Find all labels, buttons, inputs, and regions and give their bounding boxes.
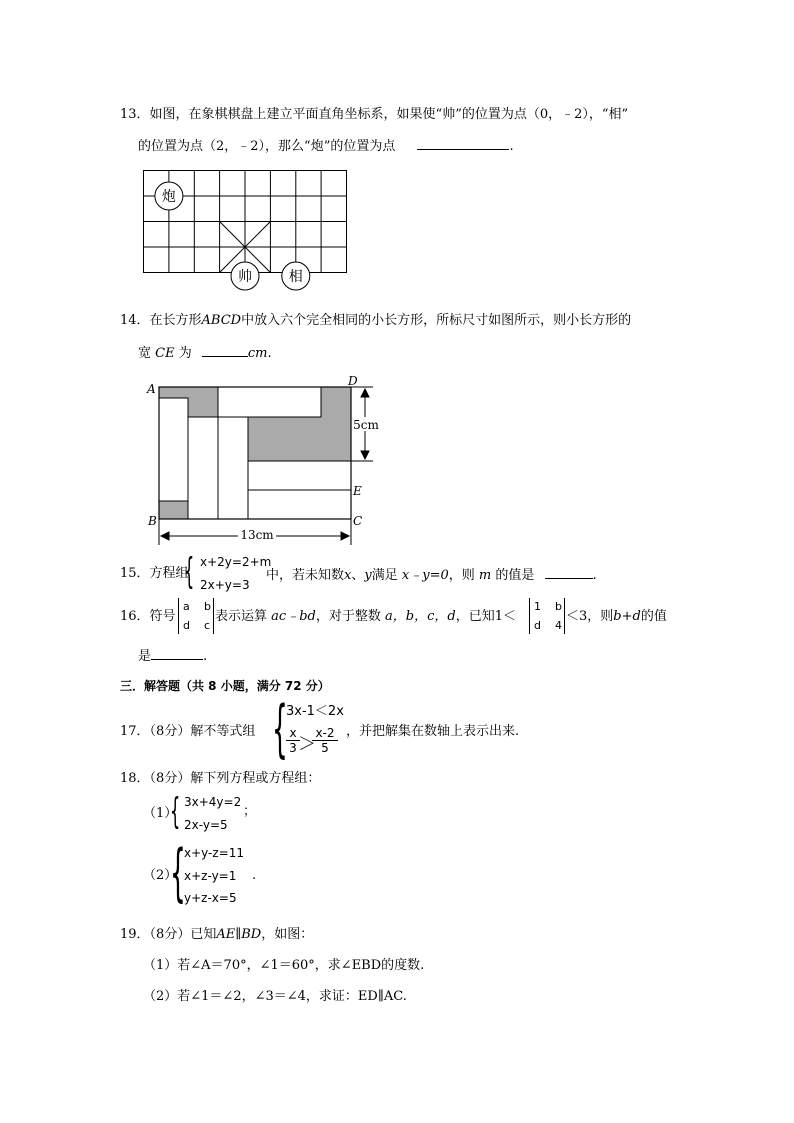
q16-mid — [215, 609, 516, 625]
q17-ineq1: 3x-1＜2x — [286, 704, 344, 719]
xiang-piece — [282, 262, 310, 290]
q14-line1 — [120, 313, 631, 329]
q16-det1-a: a — [183, 600, 190, 613]
q16-one: 1 — [494, 609, 503, 624]
q14-rect-name: ABCD — [201, 313, 242, 328]
q19-part1: （1）若∠A＝70°，∠1＝60°，求∠EBD的度数. — [143, 958, 425, 973]
q17-frac2 — [312, 726, 338, 755]
q16-tail-b: 的值 — [640, 609, 667, 624]
q19-prefix-end: ，如图： — [261, 927, 314, 942]
q15-eq1: x+2y=2+m — [200, 555, 272, 569]
label-b: B — [148, 514, 157, 528]
q16-mid-c: ，已知 — [455, 609, 495, 624]
q16-det2-b: b — [555, 600, 562, 613]
q15-m: m — [478, 568, 492, 583]
label-c: C — [353, 514, 363, 528]
q18-p1-end: ； — [243, 804, 257, 819]
q18-p2-brace: { — [170, 836, 186, 909]
q18-p1-eq2: 2x-y=5 — [184, 818, 228, 832]
q18-p2-label: （2） — [143, 868, 178, 883]
q16-bd: b+d — [613, 609, 641, 624]
label-a: A — [147, 382, 156, 396]
q15-cond: x﹣y=0 — [401, 568, 449, 583]
height-label: 5cm — [353, 418, 379, 432]
q19-prefix — [120, 927, 313, 943]
q16-end: . — [203, 649, 208, 664]
q15-mid-b: 满足 — [371, 568, 398, 583]
q14-line2-c: 为 — [178, 346, 192, 361]
q17-frac2-den: 5 — [312, 740, 338, 755]
q14-line1-c: 中放入六个完全相同的小长方形，所标尺寸如图所示，则小长方形的 — [241, 313, 632, 328]
q18-prefix: 18．（8分）解下列方程或方程组： — [120, 771, 321, 786]
q16-det1-b: b — [204, 600, 211, 613]
q16-answer-blank — [151, 647, 203, 660]
q16-tail-a: ＜3，则 — [566, 609, 614, 624]
q17-brace: { — [272, 692, 288, 765]
q13-line1: 13．如图，在象棋棋盘上建立平面直角坐标系，如果使“帅”的位置为点（0，﹣2），“相” — [120, 107, 629, 122]
q19-prefix-text: 19．（8分）已知 — [120, 927, 217, 942]
q15-eq2: 2x+y=3 — [200, 578, 250, 592]
q15-sep: 、 — [351, 568, 365, 583]
q14-ce: CE — [155, 346, 175, 361]
q18-p1-brace: { — [170, 791, 181, 832]
pao-piece — [155, 182, 183, 210]
q15-rest — [266, 566, 597, 584]
label-d: D — [348, 374, 358, 388]
q16-det2-a: 1 — [534, 600, 541, 613]
q15-mid-a: 中，若未知数 — [266, 568, 345, 583]
label-e: E — [353, 484, 362, 498]
q15-brace: { — [184, 551, 195, 592]
q15-end: . — [592, 568, 597, 583]
q17-suffix: ，并把解集在数轴上表示出来. — [346, 724, 520, 739]
q16-line2-text: 是 — [138, 649, 152, 664]
q14-line2 — [138, 344, 272, 362]
q16-line2 — [138, 647, 207, 665]
q13-line2-text: 的位置为点（2，﹣2），那么“炮”的位置为点 — [138, 139, 396, 154]
q16-det1-c: c — [204, 619, 211, 632]
q15-x: x — [344, 568, 352, 583]
q16-mid-b: ，对于整数 — [315, 609, 381, 624]
q16-tail — [566, 609, 667, 625]
q16-prefix: 16．符号 — [120, 609, 176, 624]
q17-frac1-den: 3 — [286, 740, 300, 755]
q16-expr: ac﹣bd — [271, 609, 316, 624]
section3-title: 三．解答题（共 8 小题，满分 72 分） — [120, 679, 330, 693]
shuai-piece — [231, 262, 259, 290]
pao-label: 炮 — [161, 189, 176, 205]
q15-answer-blank — [545, 566, 593, 579]
q14-line1-a: 14．在长方形 — [120, 313, 202, 328]
q17-frac1-num: x — [289, 726, 297, 740]
q16-lt: ＜ — [502, 609, 516, 624]
q13-line2 — [138, 137, 514, 155]
rectangle-figure — [140, 373, 390, 553]
q14-line2-a: 宽 — [138, 346, 152, 361]
q15-prefix: 15．方程组 — [120, 566, 189, 581]
xiang-label: 相 — [288, 269, 303, 285]
q16-det2 — [529, 598, 565, 634]
q15-y: y — [364, 568, 372, 583]
q16-det2-c: 4 — [555, 619, 562, 632]
q17-gt: ＞ — [298, 734, 316, 755]
q19-part2: （2）若∠1＝∠2，∠3＝∠4，求证：ED∥AC. — [143, 989, 407, 1004]
shuai-label: 帅 — [238, 269, 252, 285]
width-label: 13cm — [240, 528, 274, 542]
q18-p2-eq2: x+z-y=1 — [184, 869, 237, 883]
q18-p1-label: （1） — [143, 806, 178, 821]
q14-unit: cm — [247, 346, 268, 361]
q16-det1-d: d — [183, 619, 190, 632]
q18-p1-eq1: 3x+4y=2 — [184, 795, 242, 809]
q19-cond: AE∥BD — [216, 927, 262, 942]
chess-board-figure — [138, 165, 358, 295]
q14-answer-blank — [202, 344, 248, 357]
q15-mid-d: 的值是 — [495, 568, 535, 583]
q17-frac2-num: x-2 — [315, 726, 335, 740]
q15-mid-c: ，则 — [448, 568, 475, 583]
q18-p2-eq1: x+y-z=11 — [184, 846, 244, 860]
q16-det2-d: d — [534, 619, 541, 632]
q17-prefix: 17．（8分）解不等式组 — [120, 724, 256, 739]
q16-det1 — [178, 598, 214, 634]
q13-end: . — [509, 139, 514, 154]
q18-p2-end: . — [252, 868, 257, 883]
q14-end: . — [267, 346, 272, 361]
q13-answer-blank — [417, 137, 509, 150]
q16-vars: a，b，c，d — [385, 609, 456, 624]
q16-mid-a: 表示运算 — [215, 609, 268, 624]
q18-p2-eq3: y+z-x=5 — [184, 891, 237, 905]
